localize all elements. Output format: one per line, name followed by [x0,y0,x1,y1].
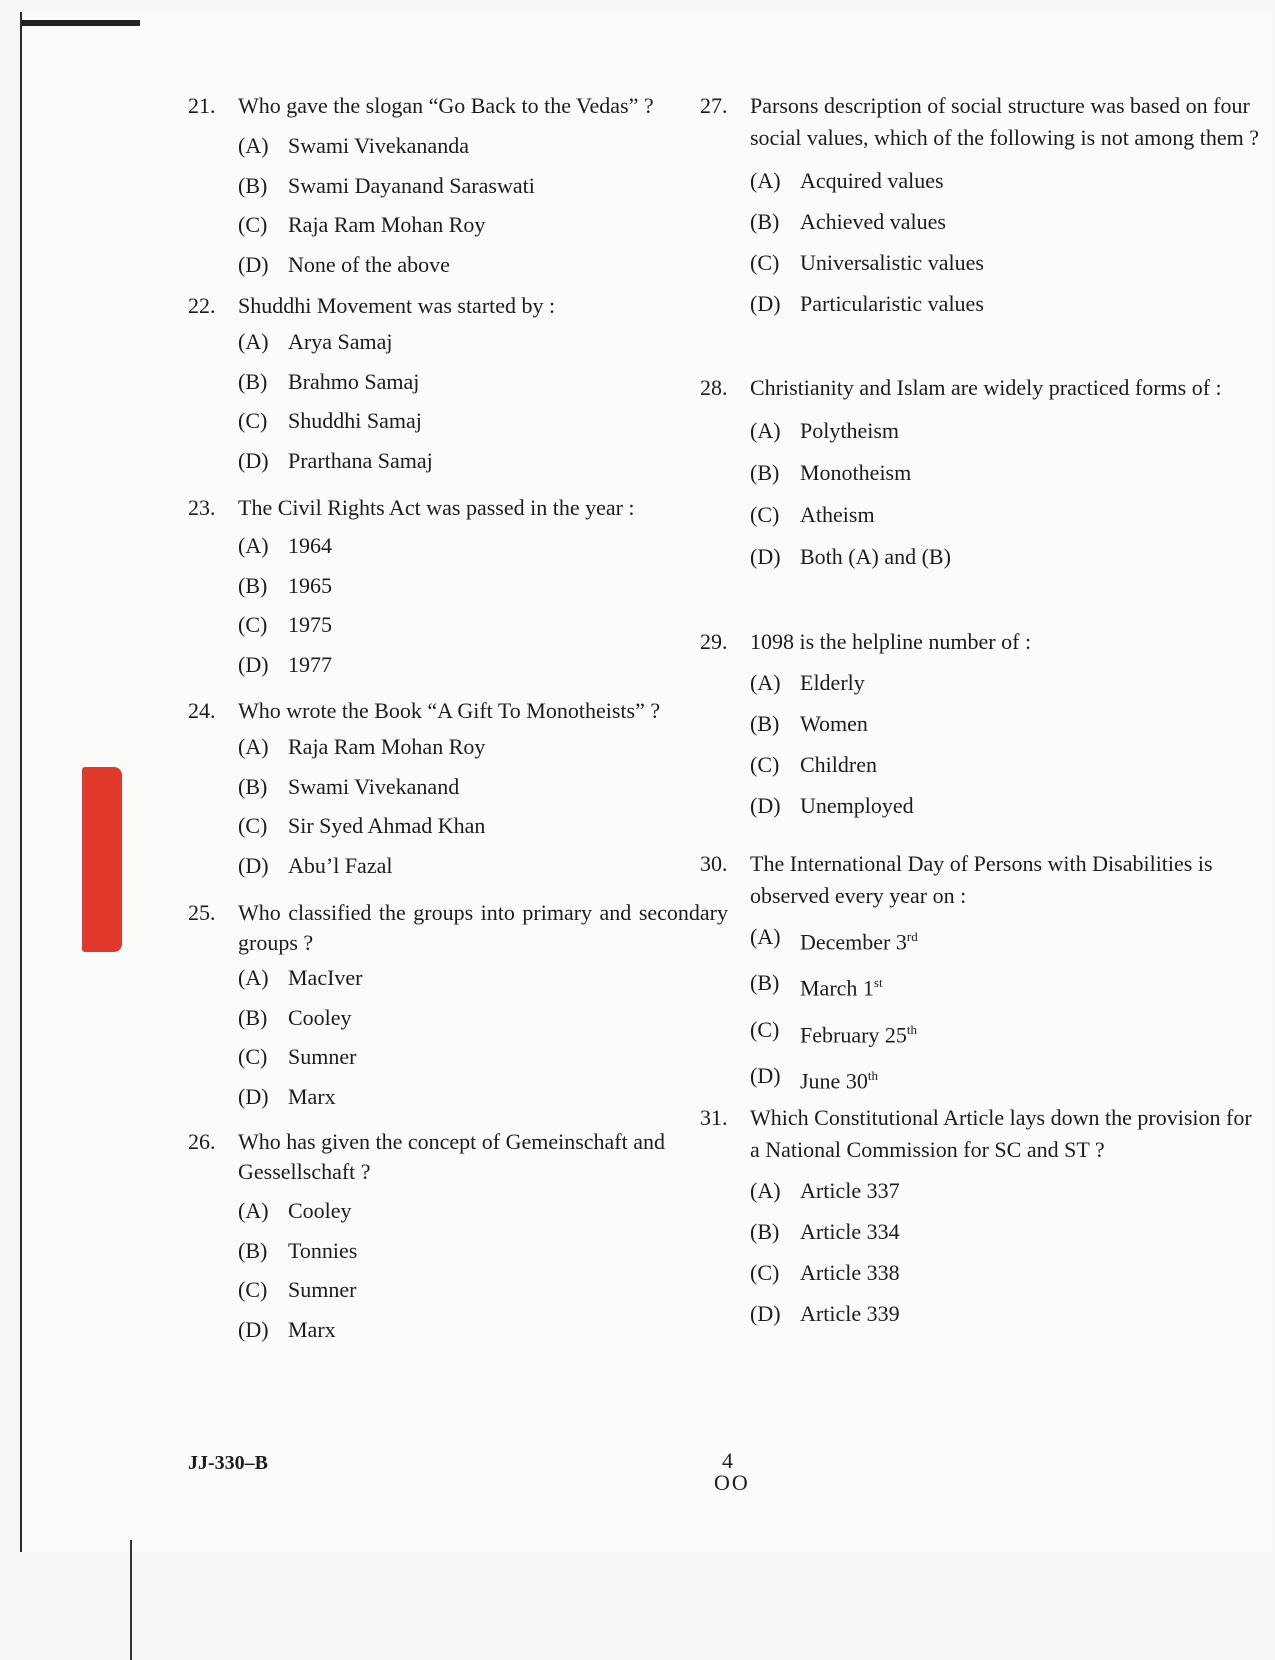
question-26 [188,1127,728,1349]
question-text: Parsons description of social structure was based on four social values, which of the following is not among them ? [750,93,1259,150]
option-d: (D) Both (A) and (B) [750,544,951,569]
option-c: (C) February 25th [750,1016,918,1047]
option-c: (C) Sir Syed Ahmad Khan [238,813,486,838]
option-c: (C) Children [750,752,877,777]
option-a: (A) Swami Vivekananda [238,133,469,158]
scan-edge-line [130,1540,132,1660]
option-c: (C) Universalistic values [750,250,984,275]
option-d: (D) Article 339 [750,1301,900,1326]
question-text: Christianity and Islam are widely practiced forms of : [750,375,1222,400]
paper-code: JJ-330–B [188,1452,268,1474]
question-text: Who classified the groups into primary and secondary groups ? [238,900,728,955]
question-22 [188,290,555,480]
question-31 [700,1102,1260,1334]
option-a: (A) Elderly [750,670,865,695]
question-text: The International Day of Persons with Disabilities is observed every year on : [750,851,1213,908]
option-a: (A) Acquired values [750,168,944,193]
option-a: (A) Polytheism [750,418,900,443]
option-d: (D) 1977 [238,651,332,677]
option-d: (D) Abu’l Fazal [238,852,393,878]
option-c: (C) Atheism [750,502,875,527]
question-number: 30. [700,851,728,876]
question-text: Who gave the slogan “Go Back to the Vedas” ? [238,93,654,118]
question-number: 22. [188,293,216,318]
question-30 [700,848,1260,1101]
question-number: 25. [188,900,216,925]
option-a: (A) Arya Samaj [238,329,393,354]
question-text: Shuddhi Movement was started by : [238,293,556,318]
red-tape-mark [82,767,122,952]
option-d: (D) None of the above [238,251,450,277]
option-b: (B) Swami Vivekanand [238,773,460,799]
option-c: (C) Raja Ram Mohan Roy [238,212,486,237]
option-c: (C) Shuddhi Samaj [238,408,422,433]
question-24 [188,695,660,885]
question-23 [188,492,635,684]
question-21 [188,90,654,284]
option-a: (A) MacIver [238,965,363,990]
option-a: (A) December 3rd [750,924,918,955]
question-29 [700,626,1260,826]
option-c: (C) Sumner [238,1044,357,1069]
question-number: 21. [188,93,216,118]
question-number: 26. [188,1129,216,1154]
option-d: (D) Particularistic values [750,291,984,316]
option-d: (D) June 30th [750,1062,878,1094]
question-text: Who has given the concept of Gemeinschaft and Gessellschaft ? [238,1129,666,1184]
option-b: (B) Article 334 [750,1219,900,1244]
question-number: 23. [188,495,216,520]
option-d: (D) Unemployed [750,793,914,818]
question-25 [188,898,728,1116]
option-b: (B) March 1st [750,970,883,1001]
option-b: (B) Swami Dayanand Saraswati [238,172,535,198]
option-c: (C) Sumner [238,1277,357,1302]
question-text: Which Constitutional Article lays down the provision for a National Commission for SC and ST ? [750,1105,1252,1162]
option-c: (C) Article 338 [750,1260,900,1285]
option-b: (B) Monotheism [750,460,912,485]
question-number: 29. [700,629,728,654]
option-a: (A) Raja Ram Mohan Roy [238,734,486,759]
question-text: Who wrote the Book “A Gift To Monotheists” ? [238,698,661,723]
option-b: (B) Women [750,711,868,736]
option-d: (D) Marx [238,1083,336,1109]
question-number: 31. [700,1105,728,1130]
option-b: (B) Cooley [238,1004,352,1030]
option-b: (B) Tonnies [238,1237,358,1263]
question-number: 28. [700,375,728,400]
option-a: (A) Cooley [238,1198,352,1223]
question-text: 1098 is the helpline number of : [750,629,1032,654]
footer-mark: OO [714,1470,750,1495]
option-b: (B) 1965 [238,572,332,598]
option-d: (D) Marx [238,1316,336,1342]
question-27 [700,90,1260,324]
question-28 [700,372,1260,578]
option-b: (B) Brahmo Samaj [238,368,420,394]
option-d: (D) Prarthana Samaj [238,447,433,473]
right-column [700,90,1275,1390]
option-a: (A) 1964 [238,533,332,558]
question-number: 24. [188,698,216,723]
option-a: (A) Article 337 [750,1178,900,1203]
scan-edge-mark [22,20,140,26]
option-c: (C) 1975 [238,612,332,637]
question-text: The Civil Rights Act was passed in the year : [238,495,635,520]
page-number: 4 [722,1448,733,1473]
question-number: 27. [700,93,728,118]
option-b: (B) Achieved values [750,209,946,234]
